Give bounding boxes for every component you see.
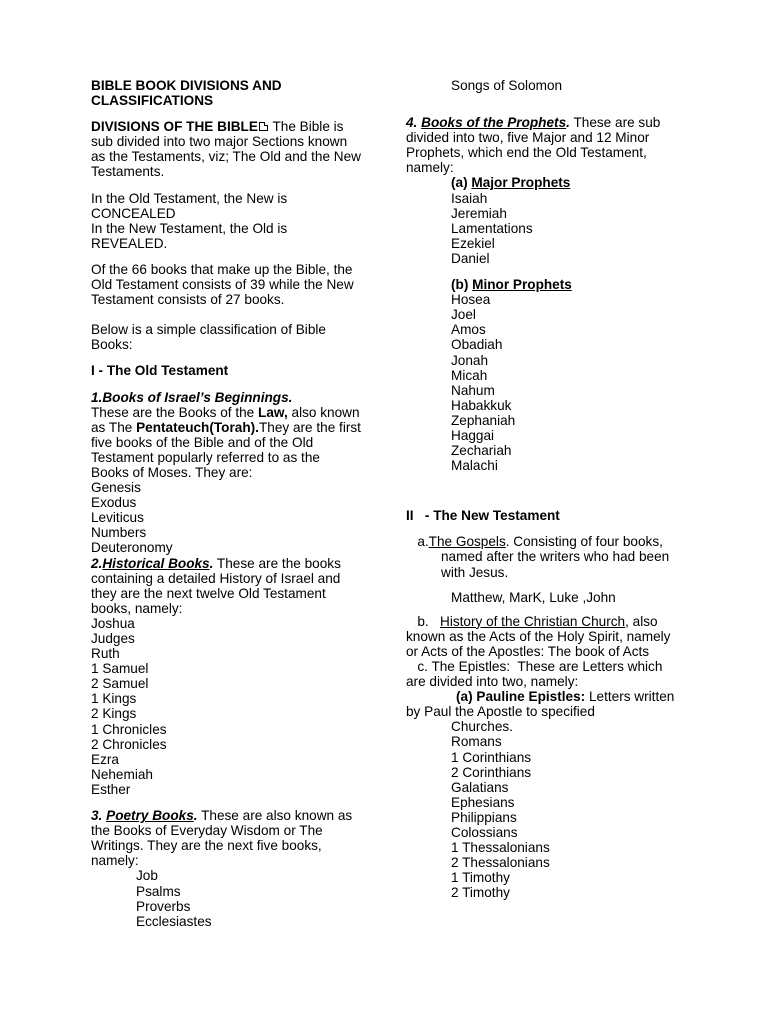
beginnings-heading: 1.Books of Israel’s Beginnings. [91, 389, 293, 405]
list-item: 2 Thessalonians [451, 855, 550, 871]
songs-of-solomon: Songs of Solomon [451, 78, 563, 93]
historical-heading: Historical Books [102, 555, 210, 571]
list-item: Psalms [136, 883, 181, 899]
major-prophets-heading [451, 175, 678, 190]
list-item: 1 Kings [91, 691, 137, 707]
gospels-paragraph [406, 534, 678, 579]
list-item: Ecclesiastes [136, 913, 212, 929]
historical-num: 2. [91, 555, 103, 571]
list-item: Zephaniah [451, 412, 516, 428]
history-text: , also known as the Acts of the Holy Spirit, namely or Acts of the Apostles: The book of Acts [406, 613, 671, 659]
list-item: 1 Samuel [91, 661, 149, 677]
concealed-paragraph [91, 191, 361, 251]
link-box-icon [259, 122, 268, 131]
historical-dot: . [209, 555, 214, 571]
below-paragraph: Below is a simple classification of Bible Books: [91, 322, 326, 353]
major-label: (a) [451, 175, 472, 191]
history-heading: History of the Christian Church [440, 613, 626, 629]
historical-book-list [91, 616, 361, 797]
list-item: 1 Timothy [451, 870, 510, 886]
list-item: Genesis [91, 480, 141, 496]
left-column [91, 78, 361, 929]
gospel-names: Matthew, MarK, Luke ,John [451, 589, 616, 605]
prophets-paragraph [406, 115, 678, 175]
divisions-text: The Bible is sub divided into two major Sections known as the Testaments, viz; The Old and the New Testaments. [91, 119, 362, 180]
epistles-paragraph: c. The Epistles: These are Letters which are divided into two, namely: [406, 659, 667, 690]
concealed-line: In the Old Testament, the New is CONCEALED [91, 190, 288, 221]
list-item: Ruth [91, 646, 120, 662]
list-item: 2 Chronicles [91, 736, 167, 752]
beginnings-book-list [91, 480, 361, 555]
history-prefix: b. [406, 613, 440, 629]
title-line-1: BIBLE BOOK DIVISIONS AND [91, 78, 282, 93]
list-item: 1 Chronicles [91, 721, 167, 737]
list-item: Habakkuk [451, 397, 512, 413]
list-item: Judges [91, 631, 135, 646]
beginnings-text-2: also known as The [91, 404, 360, 435]
minor-heading-text: Minor Prophets [472, 277, 572, 293]
pauline-paragraph [406, 689, 678, 719]
beginnings-text-1: These are the Books of the [91, 404, 259, 420]
pauline-continued: Churches. [451, 719, 513, 735]
divisions-paragraph [91, 119, 361, 179]
epistles-book-list [406, 719, 678, 900]
list-item: Esther [91, 781, 131, 797]
divisions-heading: DIVISIONS OF THE BIBLE [91, 119, 258, 135]
list-item: Leviticus [91, 510, 144, 526]
list-item: Jonah [451, 352, 489, 368]
prophets-heading: Books of the Prophets [421, 115, 567, 131]
old-testament-heading: I - The Old Testament [91, 363, 229, 379]
list-item: Romans [451, 734, 502, 750]
list-item: 1 Corinthians [451, 749, 532, 765]
poetry-heading: Poetry Books [106, 808, 194, 824]
poetry-dot: . [193, 808, 198, 824]
title-line-2: CLASSIFICATIONS [91, 93, 214, 109]
history-paragraph [406, 614, 678, 659]
list-item: 2 Corinthians [451, 764, 532, 780]
gospels-prefix: a. [406, 534, 429, 550]
list-item: Hosea [451, 292, 491, 308]
list-item: Nehemiah [91, 766, 153, 782]
pauline-text: Letters written by Paul the Apostle to specified [406, 689, 675, 720]
new-testament-heading: II - The New Testament [406, 508, 560, 524]
minor-prophets-heading [451, 277, 678, 292]
list-item: Nahum [451, 382, 495, 398]
list-item: Isaiah [451, 190, 488, 206]
list-item: Haggai [451, 427, 495, 443]
gospels-text: . Consisting of four books, named after the writers who had been with Jesus. [441, 534, 670, 580]
law-label: Law, [258, 404, 288, 420]
list-item: Ezra [91, 751, 119, 767]
beginnings-paragraph [91, 390, 361, 481]
list-item: Proverbs [136, 898, 191, 914]
list-item: Job [136, 868, 158, 884]
list-item: Daniel [451, 250, 490, 266]
list-item: Malachi [451, 458, 498, 474]
historical-text: These are the books containing a detailed History of Israel and they are the next twelve Old Testament books, namely: [91, 555, 341, 616]
poetry-num: 3. [91, 808, 107, 824]
prophets-dot: . [566, 115, 570, 131]
historical-paragraph [91, 556, 361, 616]
gospels-heading: The Gospels [428, 534, 506, 550]
list-item: Joshua [91, 615, 135, 631]
list-item: Ephesians [451, 794, 515, 810]
list-item: Micah [451, 367, 488, 383]
pauline-label: (a) Pauline Epistles: [456, 689, 586, 705]
poetry-book-list [91, 868, 361, 928]
revealed-line: In the New Testament, the Old is REVEALED. [91, 220, 288, 251]
list-item: 2 Timothy [451, 885, 510, 901]
list-item: Ezekiel [451, 235, 495, 251]
beginnings-text-3: They are the first five books of the Bible and of the Old Testament popularly referred to as the Books of Moses. They are: [91, 419, 361, 480]
list-item: Colossians [451, 825, 518, 841]
list-item: Exodus [91, 495, 137, 511]
list-item: Galatians [451, 779, 509, 795]
pentateuch-label: Pentateuch(Torah). [136, 419, 259, 435]
list-item: Philippians [451, 809, 517, 825]
major-heading-text: Major Prophets [471, 175, 571, 191]
minor-label: (b) [451, 277, 473, 293]
list-item: Jeremiah [451, 205, 507, 221]
list-item: Deuteronomy [91, 540, 173, 556]
document-title [91, 78, 361, 108]
list-item: 1 Thessalonians [451, 840, 550, 856]
list-item: Lamentations [451, 220, 533, 236]
list-item: 2 Samuel [91, 676, 149, 692]
poetry-text: These are also known as the Books of Everyday Wisdom or The Writings. They are the next five books, namely: [91, 808, 353, 869]
poetry-paragraph [91, 808, 361, 868]
list-item: Zechariah [451, 443, 512, 459]
right-column [406, 78, 678, 901]
list-item: Numbers [91, 525, 147, 541]
list-item: Joel [451, 307, 476, 323]
list-item: 2 Kings [91, 706, 137, 722]
prophets-num: 4. [406, 115, 422, 131]
list-item: Amos [451, 322, 486, 338]
major-prophets-section [406, 175, 678, 473]
prophets-text: These are sub divided into two, five Major and 12 Minor Prophets, which end the Old Testament, namely: [406, 115, 661, 176]
count-paragraph: Of the 66 books that make up the Bible, the Old Testament consists of 39 while the New Testament consists of 27 books. [91, 261, 354, 308]
list-item: Obadiah [451, 337, 503, 353]
